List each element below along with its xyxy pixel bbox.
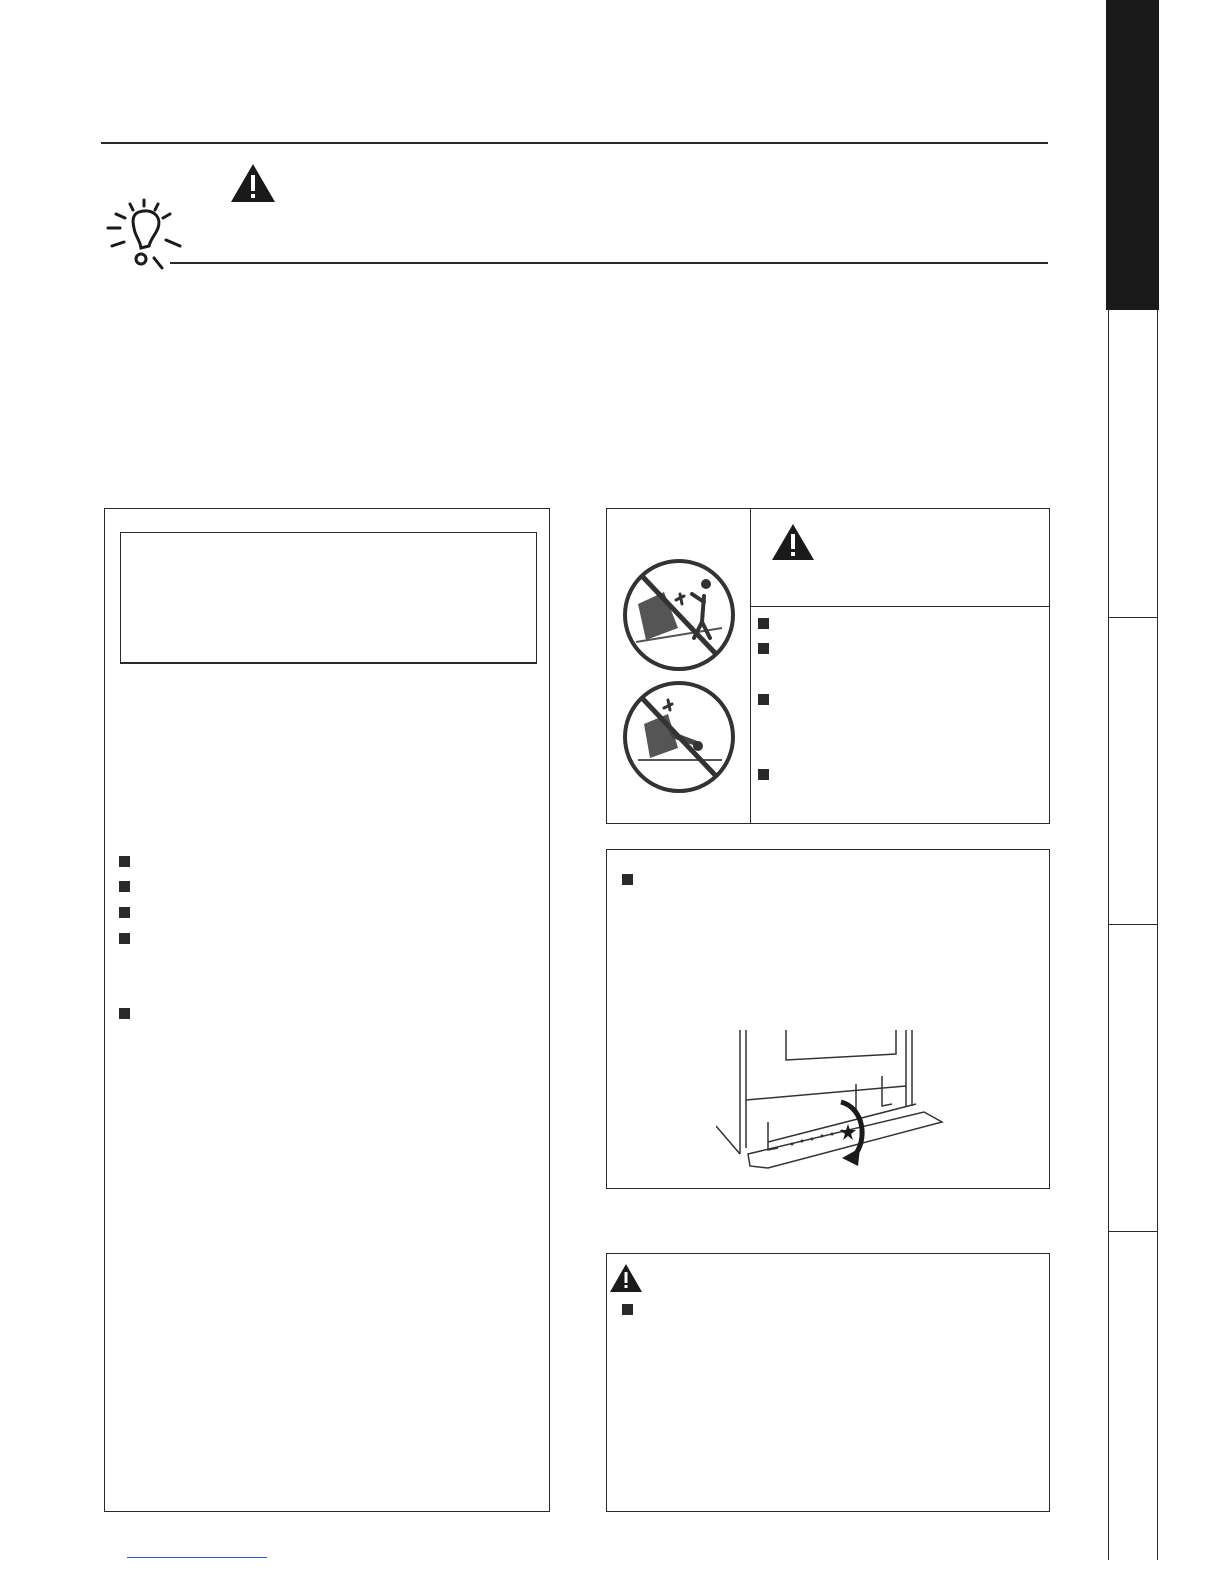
bullet-marker: [119, 881, 130, 892]
bullet-marker: [622, 874, 633, 885]
warning-triangle-icon: [770, 522, 816, 562]
footer-link-underline: [127, 1557, 267, 1558]
bullet-marker: [758, 769, 769, 780]
side-tab-active: [1106, 0, 1159, 310]
side-tab-divider: [1108, 617, 1158, 618]
lightbulb-alert-icon: [104, 196, 186, 272]
bullet-marker: [119, 907, 130, 918]
no-climbing-on-appliance-icon: [618, 556, 740, 674]
bullet-marker: [119, 856, 130, 867]
side-tab-divider: [1108, 1231, 1158, 1232]
header-rule: [101, 142, 1048, 144]
warning-triangle-icon: [229, 162, 277, 204]
bullet-marker: [119, 933, 130, 944]
panel-divider: [750, 508, 751, 824]
bullet-marker: [622, 1304, 633, 1315]
side-tab-divider: [1108, 924, 1158, 925]
panel-divider: [750, 606, 1050, 607]
warning-triangle-icon: [609, 1263, 643, 1293]
bullet-marker: [758, 643, 769, 654]
section-rule: [170, 262, 1048, 264]
no-sitting-on-door-icon: [618, 678, 740, 796]
bullet-marker: [119, 1008, 130, 1019]
bullet-marker: [758, 618, 769, 629]
bullet-marker: [758, 694, 769, 705]
side-tab: [1108, 310, 1158, 1560]
left-inner-notice-box: [120, 532, 537, 664]
anti-tip-bracket-illustration: [716, 1030, 956, 1174]
right-bottom-panel: [606, 1253, 1050, 1512]
